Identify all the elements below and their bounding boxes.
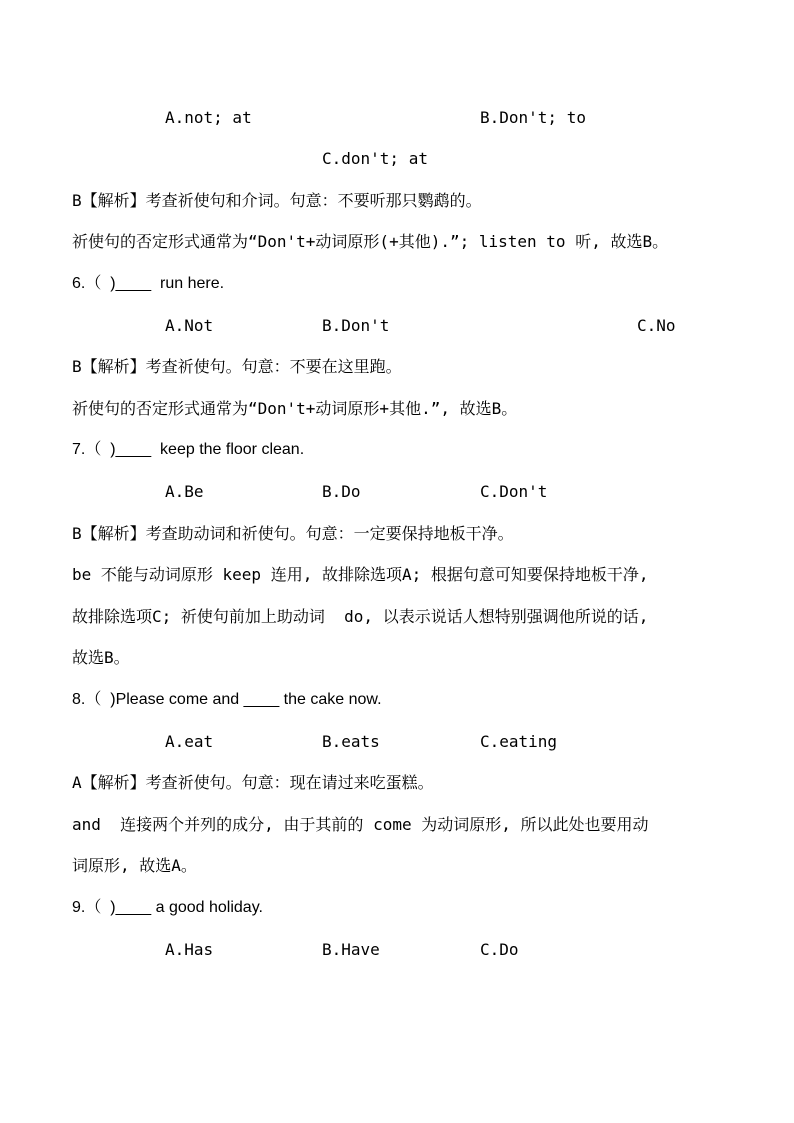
q7-option-b: B.Do xyxy=(322,482,361,501)
q6-stem: 6.（ )____ run here. xyxy=(72,275,225,292)
q7-answer-line: B【解析】考查助动词和祈使句。句意：一定要保持地板干净。 xyxy=(72,524,514,543)
q7-explanation-line-2: 故排除选项C; 祈使句前加上助动词 do, 以表示说话人想特别强调他所说的话, xyxy=(72,607,649,626)
q6-answer-line: B【解析】考查祈使句。句意：不要在这里跑。 xyxy=(72,357,402,376)
q9-option-c: C.Do xyxy=(480,940,519,959)
q8-option-c: C.eating xyxy=(480,732,558,751)
q7-explanation-line-1: be 不能与动词原形 keep 连用, 故排除选项A; 根据句意可知要保持地板干净, xyxy=(72,565,649,584)
q6-option-b: B.Don't xyxy=(322,316,390,335)
q7-explanation-line-3: 故选B。 xyxy=(72,648,130,667)
q7-option-c: C.Don't xyxy=(480,482,548,501)
q9-option-b: B.Have xyxy=(322,940,380,959)
q8-explanation-line-2: 词原形, 故选A。 xyxy=(72,856,197,875)
q5-answer-line: B【解析】考查祈使句和介词。句意：不要听那只鹦鹉的。 xyxy=(72,191,482,210)
q6-option-c: C.No xyxy=(637,316,676,335)
q8-option-b: B.eats xyxy=(322,732,380,751)
q5-option-b: B.Don't; to xyxy=(480,108,586,127)
q6-option-a: A.Not xyxy=(165,316,214,335)
q5-option-a: A.not; at xyxy=(165,108,252,127)
q5-explanation: 祈使句的否定形式通常为“Don't+动词原形(+其他).”; listen to 听, 故选B。 xyxy=(72,232,669,251)
q7-option-a: A.Be xyxy=(165,482,204,501)
q8-option-a: A.eat xyxy=(165,732,214,751)
q9-option-a: A.Has xyxy=(165,940,214,959)
q8-explanation-line-1: and 连接两个并列的成分, 由于其前的 come 为动词原形, 所以此处也要用动 xyxy=(72,815,649,834)
q8-answer-line: A【解析】考查祈使句。句意：现在请过来吃蛋糕。 xyxy=(72,773,434,792)
q7-stem: 7.（ )____ keep the floor clean. xyxy=(72,441,305,458)
q8-stem: 8.（ )Please come and ____ the cake now. xyxy=(72,691,382,708)
q6-explanation: 祈使句的否定形式通常为“Don't+动词原形+其他.”, 故选B。 xyxy=(72,399,518,418)
q5-option-c: C.don't; at xyxy=(322,149,428,168)
q9-stem: 9.（ )____ a good holiday. xyxy=(72,899,263,916)
